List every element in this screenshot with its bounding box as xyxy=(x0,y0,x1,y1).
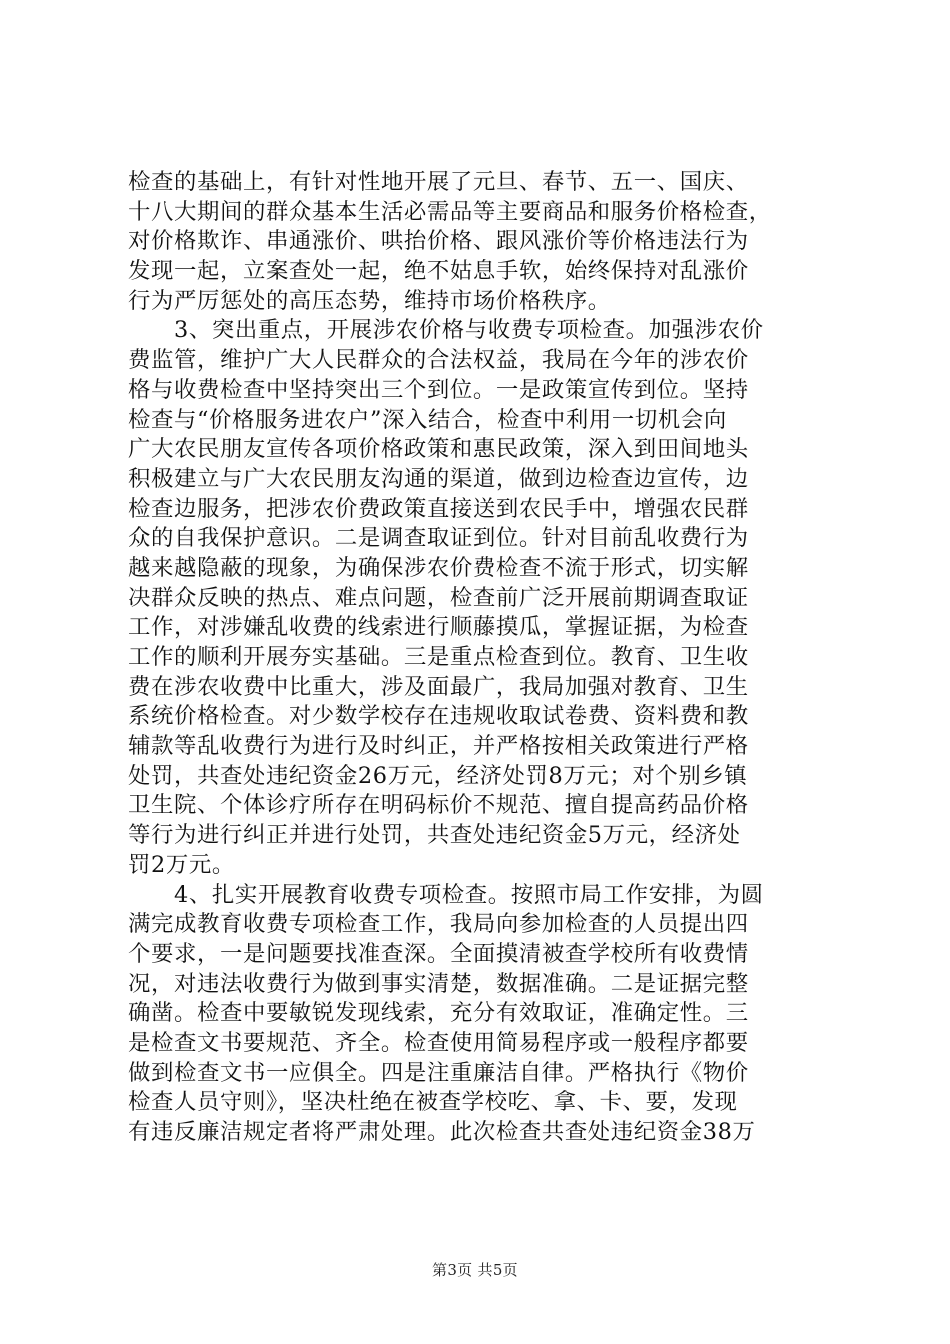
text-line: 罚2万元。 xyxy=(128,851,235,878)
text-line: 等行为进行纠正并进行处罚，共查处违纪资金5万元，经济处 xyxy=(128,822,741,849)
text-line: 越来越隐蔽的现象，为确保涉农价费检查不流于形式，切实解 xyxy=(128,554,749,581)
text-line: 检查人员守则》，坚决杜绝在被查学校吃、拿、卡、要，发现 xyxy=(128,1089,738,1116)
text-line: 处罚，共查处违纪资金26万元，经济处罚8万元；对个别乡镇 xyxy=(128,762,748,789)
text-line: 况，对违法收费行为做到事实清楚，数据准确。二是证据完整 xyxy=(128,970,749,997)
page-footer: 第3页 共5页 xyxy=(432,1261,518,1279)
text-line: 格与收费检查中坚持突出三个到位。一是政策宣传到位。坚持 xyxy=(128,376,749,403)
text-line: 广大农民朋友宣传各项价格政策和惠民政策，深入到田间地头 xyxy=(128,436,749,463)
text-line: 工作，对涉嫌乱收费的线索进行顺藤摸瓜，掌握证据，为检查 xyxy=(128,614,749,641)
text-line: 检查与“价格服务进农户”深入结合，检查中利用一切机会向 xyxy=(128,406,727,433)
paragraph-first-line: 4、扎实开展教育收费专项检查。按照市局工作安排，为圆 xyxy=(174,881,764,908)
text-line: 十八大期间的群众基本生活必需品等主要商品和服务价格检查， xyxy=(128,198,772,225)
text-line: 满完成教育收费专项检查工作，我局向参加检查的人员提出四 xyxy=(128,911,749,938)
text-line: 个要求，一是问题要找准查深。全面摸清被查学校所有收费情 xyxy=(128,940,749,967)
text-line: 检查边服务，把涉农价费政策直接送到农民手中，增强农民群 xyxy=(128,495,749,522)
document-body xyxy=(128,168,828,1148)
text-line: 费监管，维护广大人民群众的合法权益，我局在今年的涉农价 xyxy=(128,347,749,374)
text-line: 行为严厉惩处的高压态势，维持市场价格秩序。 xyxy=(128,287,611,314)
text-line: 是检查文书要规范、齐全。检查使用简易程序或一般程序都要 xyxy=(128,1029,749,1056)
text-line: 确凿。检查中要敏锐发现线索，充分有效取证，准确定性。三 xyxy=(128,1000,749,1027)
text-line: 辅款等乱收费行为进行及时纠正，并严格按相关政策进行严格 xyxy=(128,733,749,760)
text-line: 系统价格检查。对少数学校存在违规收取试卷费、资料费和教 xyxy=(128,703,749,730)
text-line: 对价格欺诈、串通涨价、哄抬价格、跟风涨价等价格违法行为 xyxy=(128,228,749,255)
text-line: 积极建立与广大农民朋友沟通的渠道，做到边检查边宣传，边 xyxy=(128,465,749,492)
text-line: 决群众反映的热点、难点问题，检查前广泛开展前期调查取证 xyxy=(128,584,749,611)
text-line: 卫生院、个体诊疗所存在明码标价不规范、擅自提高药品价格 xyxy=(128,792,749,819)
paragraph-first-line: 3、突出重点，开展涉农价格与收费专项检查。加强涉农价 xyxy=(174,317,764,344)
text-line: 做到检查文书一应俱全。四是注重廉洁自律。严格执行《物价 xyxy=(128,1059,749,1086)
text-line: 费在涉农收费中比重大，涉及面最广，我局加强对教育、卫生 xyxy=(128,673,749,700)
text-line: 有违反廉洁规定者将严肃处理。此次检查共查处违纪资金38万 xyxy=(128,1119,756,1145)
text-line: 检查的基础上，有针对性地开展了元旦、春节、五一、国庆、 xyxy=(128,169,749,195)
text-line: 发现一起，立案查处一起，绝不姑息手软，始终保持对乱涨价 xyxy=(128,258,749,285)
text-line: 工作的顺利开展夯实基础。三是重点检查到位。教育、卫生收 xyxy=(128,644,749,670)
text-line: 众的自我保护意识。二是调查取证到位。针对目前乱收费行为 xyxy=(128,525,749,552)
